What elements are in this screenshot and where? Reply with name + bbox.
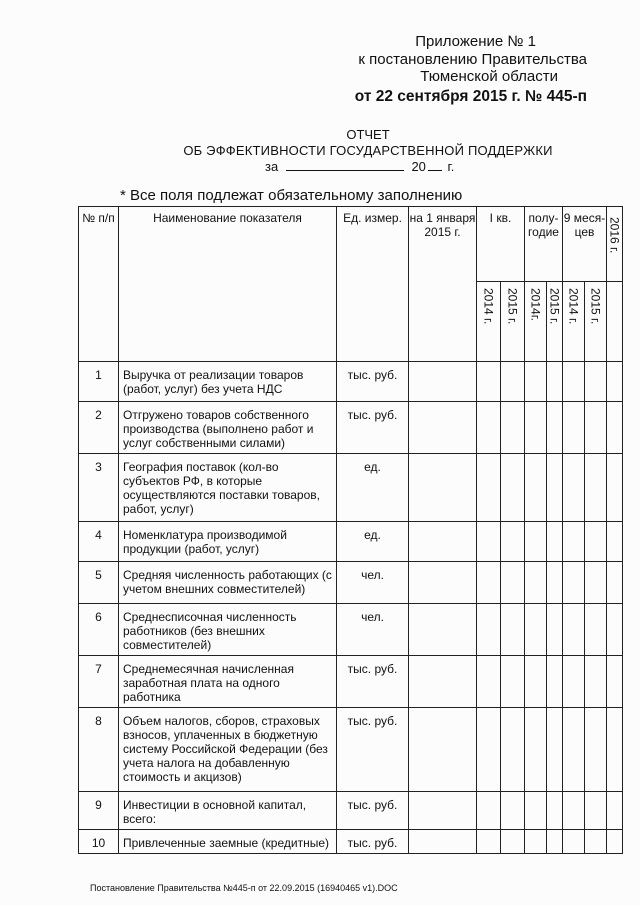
indicator-unit: тыс. руб. bbox=[337, 402, 409, 454]
value-cell[interactable] bbox=[607, 708, 623, 792]
value-cell[interactable] bbox=[409, 830, 477, 854]
value-cell[interactable] bbox=[607, 792, 623, 830]
table-row bbox=[79, 402, 623, 454]
indicator-unit: ед. bbox=[337, 454, 409, 522]
value-cell[interactable] bbox=[607, 362, 623, 402]
value-cell[interactable] bbox=[477, 830, 501, 854]
value-cell[interactable] bbox=[547, 656, 563, 708]
region-name: Тюменской области bbox=[420, 68, 558, 85]
value-cell[interactable] bbox=[409, 792, 477, 830]
value-cell[interactable] bbox=[477, 454, 501, 522]
value-cell[interactable] bbox=[607, 604, 623, 656]
value-cell[interactable] bbox=[409, 708, 477, 792]
table-row bbox=[79, 830, 623, 854]
value-cell[interactable] bbox=[477, 792, 501, 830]
indicator-unit: тыс. руб. bbox=[337, 708, 409, 792]
value-cell[interactable] bbox=[525, 362, 547, 402]
value-cell[interactable] bbox=[585, 402, 607, 454]
indicator-unit: чел. bbox=[337, 604, 409, 656]
value-cell[interactable] bbox=[563, 562, 585, 604]
value-cell[interactable] bbox=[607, 522, 623, 562]
table-row bbox=[79, 708, 623, 792]
value-cell[interactable] bbox=[525, 656, 547, 708]
row-number: 6 bbox=[79, 604, 119, 656]
value-cell[interactable] bbox=[501, 522, 525, 562]
value-cell[interactable] bbox=[477, 362, 501, 402]
table-row bbox=[79, 454, 623, 522]
col-header-jan: на 1 января 2015 г. bbox=[409, 207, 477, 362]
value-cell[interactable] bbox=[585, 792, 607, 830]
value-cell[interactable] bbox=[547, 402, 563, 454]
appendix-label: Приложение № 1 bbox=[415, 33, 536, 50]
report-period bbox=[265, 159, 454, 174]
value-cell[interactable] bbox=[477, 562, 501, 604]
report-title: ОТЧЕТ bbox=[346, 127, 390, 142]
value-cell[interactable] bbox=[409, 454, 477, 522]
report-subtitle: ОБ ЭФФЕКТИВНОСТИ ГОСУДАРСТВЕННОЙ ПОДДЕРЖКИ bbox=[183, 143, 553, 158]
value-cell[interactable] bbox=[547, 454, 563, 522]
value-cell[interactable] bbox=[501, 454, 525, 522]
value-cell[interactable] bbox=[563, 708, 585, 792]
value-cell[interactable] bbox=[409, 656, 477, 708]
period-year-suffix: г. bbox=[447, 159, 455, 174]
value-cell[interactable] bbox=[563, 522, 585, 562]
indicator-unit: тыс. руб. bbox=[337, 656, 409, 708]
sub-year-q1-2014: 2014 г. bbox=[477, 282, 501, 362]
value-cell[interactable] bbox=[409, 604, 477, 656]
indicator-name: Привлеченные заемные (кредитные) bbox=[119, 830, 337, 854]
value-cell[interactable] bbox=[501, 792, 525, 830]
indicator-name: Инвестиции в основной капитал, всего: bbox=[119, 792, 337, 830]
period-blank-field[interactable] bbox=[286, 159, 404, 171]
indicator-name: Объем налогов, сборов, страховых взносов, уплаченных в бюджетную систему Российской Федерации (без учета налога на добавленную стоимость и акцизов) bbox=[119, 708, 337, 792]
row-number: 9 bbox=[79, 792, 119, 830]
row-number: 1 bbox=[79, 362, 119, 402]
row-number: 8 bbox=[79, 708, 119, 792]
value-cell[interactable] bbox=[525, 522, 547, 562]
value-cell[interactable] bbox=[409, 522, 477, 562]
table-row bbox=[79, 522, 623, 562]
value-cell[interactable] bbox=[607, 562, 623, 604]
value-cell[interactable] bbox=[525, 830, 547, 854]
indicator-name: Средняя численность работающих (с учетом внешних совместителей) bbox=[119, 562, 337, 604]
value-cell[interactable] bbox=[563, 830, 585, 854]
period-for-label: за bbox=[265, 159, 279, 174]
value-cell[interactable] bbox=[409, 402, 477, 454]
row-number: 2 bbox=[79, 402, 119, 454]
value-cell[interactable] bbox=[547, 830, 563, 854]
value-cell[interactable] bbox=[585, 522, 607, 562]
value-cell[interactable] bbox=[547, 522, 563, 562]
value-cell[interactable] bbox=[563, 656, 585, 708]
value-cell[interactable] bbox=[525, 792, 547, 830]
indicator-unit: тыс. руб. bbox=[337, 792, 409, 830]
value-cell[interactable] bbox=[563, 362, 585, 402]
indicator-unit: тыс. руб. bbox=[337, 830, 409, 854]
value-cell[interactable] bbox=[409, 362, 477, 402]
table-row bbox=[79, 362, 623, 402]
value-cell[interactable] bbox=[477, 604, 501, 656]
indicator-name: География поставок (кол-во субъектов РФ, в которые осуществляются поставки товаров, работ, услуг) bbox=[119, 454, 337, 522]
indicator-name: Выручка от реализации товаров (работ, услуг) без учета НДС bbox=[119, 362, 337, 402]
table-row bbox=[79, 562, 623, 604]
value-cell[interactable] bbox=[525, 604, 547, 656]
sub-year-half-2014: 2014г. bbox=[525, 282, 547, 362]
col-header-2016: 2016 г. bbox=[607, 207, 623, 282]
value-cell[interactable] bbox=[563, 792, 585, 830]
value-cell[interactable] bbox=[525, 454, 547, 522]
table-row bbox=[79, 656, 623, 708]
value-cell[interactable] bbox=[585, 604, 607, 656]
value-cell[interactable] bbox=[607, 402, 623, 454]
year-blank-field[interactable] bbox=[428, 159, 442, 171]
value-cell[interactable] bbox=[501, 656, 525, 708]
value-cell[interactable] bbox=[409, 562, 477, 604]
value-cell[interactable] bbox=[501, 402, 525, 454]
sub-year-half-2015: 2015 г. bbox=[547, 282, 563, 362]
value-cell[interactable] bbox=[563, 454, 585, 522]
resolution-date-number: от 22 сентября 2015 г. № 445-п bbox=[354, 88, 587, 105]
value-cell[interactable] bbox=[501, 604, 525, 656]
indicator-unit: ед. bbox=[337, 522, 409, 562]
row-number: 5 bbox=[79, 562, 119, 604]
row-number: 4 bbox=[79, 522, 119, 562]
indicator-name: Среднемесячная начисленная заработная плата на одного работника bbox=[119, 656, 337, 708]
value-cell[interactable] bbox=[585, 830, 607, 854]
value-cell[interactable] bbox=[501, 362, 525, 402]
value-cell[interactable] bbox=[585, 656, 607, 708]
value-cell[interactable] bbox=[547, 708, 563, 792]
document-footer: Постановление Правительства №445-п от 22.09.2015 (16940465 v1).DOC bbox=[90, 883, 398, 893]
value-cell[interactable] bbox=[477, 708, 501, 792]
indicator-name: Среднесписочная численность работников (без внешних совместителей) bbox=[119, 604, 337, 656]
col-header-half: полу-годие bbox=[525, 207, 563, 282]
value-cell[interactable] bbox=[477, 522, 501, 562]
value-cell[interactable] bbox=[585, 362, 607, 402]
table-row bbox=[79, 604, 623, 656]
indicator-name: Номенклатура производимой продукции (работ, услуг) bbox=[119, 522, 337, 562]
sub-year-2016-blank bbox=[607, 282, 623, 362]
value-cell[interactable] bbox=[477, 656, 501, 708]
table-row bbox=[79, 792, 623, 830]
value-cell[interactable] bbox=[547, 792, 563, 830]
indicator-unit: тыс. руб. bbox=[337, 362, 409, 402]
value-cell[interactable] bbox=[585, 454, 607, 522]
col-header-num: № п/п bbox=[79, 207, 119, 362]
value-cell[interactable] bbox=[563, 402, 585, 454]
mandatory-note: * Все поля подлежат обязательному заполнению bbox=[120, 187, 463, 204]
col-header-unit: Ед. измер. bbox=[337, 207, 409, 362]
value-cell[interactable] bbox=[585, 708, 607, 792]
value-cell[interactable] bbox=[525, 402, 547, 454]
resolution-reference: к постановлению Правительства bbox=[358, 51, 587, 68]
value-cell[interactable] bbox=[585, 562, 607, 604]
value-cell[interactable] bbox=[607, 830, 623, 854]
indicator-unit: чел. bbox=[337, 562, 409, 604]
value-cell[interactable] bbox=[607, 656, 623, 708]
sub-year-q1-2015: 2015 г. bbox=[501, 282, 525, 362]
value-cell[interactable] bbox=[563, 604, 585, 656]
value-cell[interactable] bbox=[607, 454, 623, 522]
col-header-name: Наименование показателя bbox=[119, 207, 337, 362]
value-cell[interactable] bbox=[501, 708, 525, 792]
sub-year-nine-2015: 2015 г. bbox=[585, 282, 607, 362]
row-number: 10 bbox=[79, 830, 119, 854]
row-number: 3 bbox=[79, 454, 119, 522]
value-cell[interactable] bbox=[501, 830, 525, 854]
value-cell[interactable] bbox=[547, 604, 563, 656]
value-cell[interactable] bbox=[547, 562, 563, 604]
period-year-prefix: 20 bbox=[411, 159, 426, 174]
value-cell[interactable] bbox=[477, 402, 501, 454]
sub-year-nine-2014: 2014 г. bbox=[563, 282, 585, 362]
value-cell[interactable] bbox=[547, 362, 563, 402]
report-table bbox=[78, 206, 623, 854]
value-cell[interactable] bbox=[525, 708, 547, 792]
col-header-q1: I кв. bbox=[477, 207, 525, 282]
col-header-nine: 9 меся-цев bbox=[563, 207, 607, 282]
value-cell[interactable] bbox=[525, 562, 547, 604]
value-cell[interactable] bbox=[501, 562, 525, 604]
indicator-name: Отгружено товаров собственного производства (выполнено работ и услуг собственными силами) bbox=[119, 402, 337, 454]
row-number: 7 bbox=[79, 656, 119, 708]
